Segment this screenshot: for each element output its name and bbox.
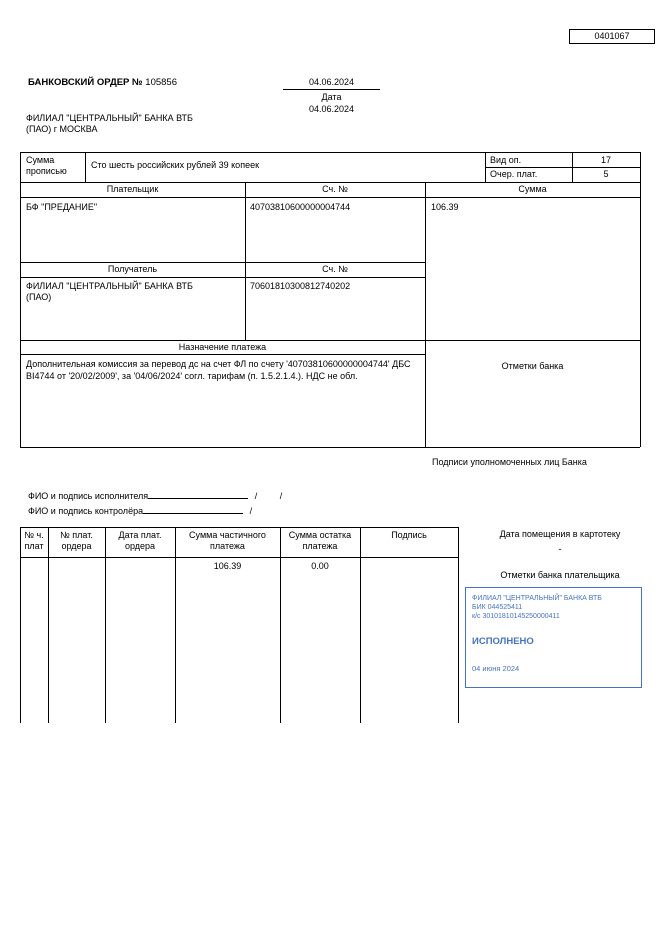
col-header-order-date: Дата плат. ордера — [118, 530, 162, 551]
table-line — [245, 182, 246, 340]
op-type-label: Вид оп. — [490, 155, 522, 165]
table-line — [425, 182, 426, 447]
payer-account-header: Сч. № — [322, 184, 348, 194]
table-line — [105, 527, 106, 723]
table-line — [20, 197, 640, 198]
executor-signature-line — [28, 490, 282, 502]
stamp-date: 04 июня 2024 — [472, 664, 520, 673]
stamp-status: ИСПОЛНЕНО — [472, 636, 534, 647]
table-line — [20, 527, 21, 723]
form-code-box — [569, 29, 655, 44]
stamp-bank-name: ФИЛИАЛ "ЦЕНТРАЛЬНЫЙ" БАНКА ВТБ — [472, 595, 602, 602]
table-line — [20, 354, 425, 355]
date-value: 04.06.2024 — [308, 77, 355, 87]
table-line — [20, 152, 640, 153]
card-index-label: Дата помещения в картотеку — [499, 529, 621, 539]
controller-signature-line — [28, 505, 252, 517]
table-line — [20, 340, 640, 341]
slash: / — [254, 491, 258, 501]
document-title — [28, 77, 177, 88]
partial-sum-value: 106.39 — [213, 561, 242, 571]
purpose-header: Назначение платежа — [178, 342, 267, 352]
order-number: 105856 — [145, 77, 177, 88]
payee-name-line1: ФИЛИАЛ "ЦЕНТРАЛЬНЫЙ" БАНКА ВТБ — [26, 281, 193, 291]
title-label: БАНКОВСКИЙ ОРДЕР № — [28, 77, 143, 88]
bank-name-line1: ФИЛИАЛ "ЦЕНТРАЛЬНЫЙ" БАНКА ВТБ — [26, 113, 193, 123]
amount-words-label-line2: прописью — [26, 166, 67, 176]
bank-name-line2: (ПАО) г МОСКВА — [26, 124, 98, 134]
table-line — [20, 262, 425, 263]
table-line — [20, 447, 640, 448]
col-header-partial-sum: Сумма частичного платежа — [189, 530, 266, 551]
table-line — [85, 152, 86, 182]
amount-in-words: Сто шесть российских рублей 39 копеек — [91, 160, 260, 170]
date-value-2: 04.06.2024 — [308, 104, 355, 114]
stamp-bik: БИК 044525411 — [472, 604, 523, 611]
table-line — [20, 527, 458, 528]
table-line — [20, 152, 21, 447]
remainder-sum-value: 0.00 — [311, 561, 329, 571]
payee-name-line2: (ПАО) — [26, 292, 52, 302]
payer-bank-marks-label: Отметки банка плательщика — [500, 570, 620, 580]
table-line — [458, 527, 459, 723]
table-line — [485, 167, 640, 168]
signature-underline — [143, 505, 243, 514]
payee-account-header: Сч. № — [322, 264, 348, 274]
payer-name: БФ "ПРЕДАНИЕ" — [26, 202, 98, 212]
col-header-partial-number: № ч. плат — [24, 530, 44, 551]
slash: / — [279, 491, 283, 501]
table-line — [640, 152, 641, 447]
payer-account: 40703810600000004744 — [250, 202, 351, 212]
table-line — [20, 277, 425, 278]
payer-header: Плательщик — [106, 184, 159, 194]
stamp-corr-account: к/с 30101810145250000411 — [472, 613, 560, 620]
slash: / — [249, 506, 253, 516]
priority-label: Очер. плат. — [490, 169, 538, 179]
table-line — [20, 557, 458, 558]
table-line — [485, 152, 486, 182]
payment-sum: 106.39 — [431, 202, 459, 212]
date-label: Дата — [321, 92, 342, 102]
col-header-signature: Подпись — [391, 530, 427, 540]
table-line — [48, 527, 49, 723]
sum-header: Сумма — [518, 184, 547, 194]
bank-execution-stamp — [465, 587, 642, 688]
priority-value: 5 — [603, 169, 609, 179]
bank-signatures-label: Подписи уполномоченных лиц Банка — [432, 457, 587, 467]
form-code: 0401067 — [594, 31, 630, 41]
controller-label: ФИО и подпись контролёра — [28, 506, 144, 516]
payee-header: Получатель — [107, 264, 158, 274]
signature-underline — [148, 490, 248, 499]
table-line — [280, 527, 281, 723]
table-line — [175, 527, 176, 723]
col-header-remainder-sum: Сумма остатка платежа — [288, 530, 352, 551]
purpose-text: Дополнительная комиссия за перевод дс на счет ФЛ по счету '40703810600000004744' ДБС BI4744 от '20/02/2009', за '04/06/2024' согл. тарифам (п. 1.5.2.1.4.). НДС не обл. — [26, 359, 411, 381]
executor-label: ФИО и подпись исполнителя — [28, 491, 149, 501]
payee-account: 70601810300812740202 — [250, 281, 351, 291]
table-line — [360, 527, 361, 723]
amount-words-label-line1: Сумма — [26, 155, 55, 165]
table-line — [20, 182, 640, 183]
bank-marks-label: Отметки банка — [501, 361, 564, 371]
date-field — [283, 77, 380, 90]
op-type-value: 17 — [600, 155, 611, 165]
card-index-value: - — [558, 544, 562, 554]
col-header-order-number: № плат. ордера — [60, 530, 93, 551]
